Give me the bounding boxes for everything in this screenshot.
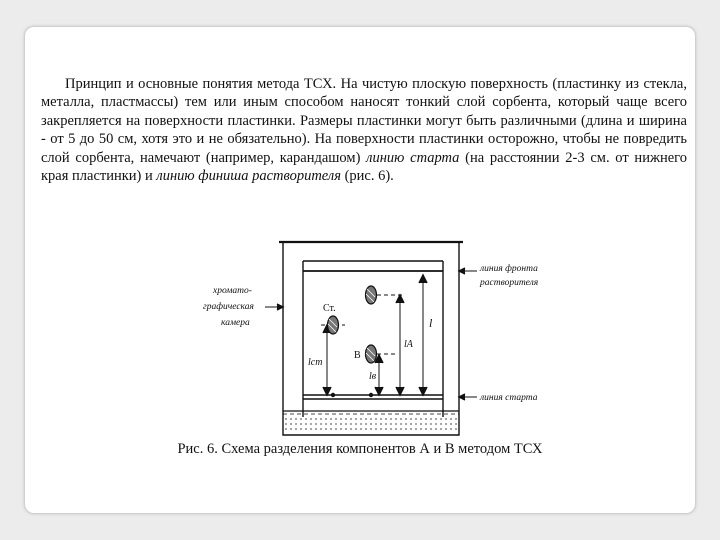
dim-lb-label: lв <box>369 371 377 382</box>
front-line-label-2: растворителя <box>480 278 539 288</box>
slide <box>24 26 696 514</box>
spot-b-label: B <box>354 350 361 361</box>
start-dot-standard <box>331 393 335 397</box>
chamber-label-3: камера <box>221 318 250 328</box>
finish-line-term: линию финиша растворителя <box>156 168 341 185</box>
dim-lst-label: lст <box>308 357 323 368</box>
chamber-label-2: графическая <box>203 302 254 312</box>
spot-standard-label: Ст. <box>323 303 336 314</box>
figure-caption: Рис. 6. Схема разделения компонентов А и В методом ТСХ <box>177 441 543 457</box>
start-dot-mixture <box>369 393 373 397</box>
dim-l-label: l <box>429 316 433 330</box>
dim-la-label: lA <box>404 339 413 350</box>
start-line-term: линию старта <box>366 149 460 166</box>
paragraph-text-middle: (на расстоянии 2-3 см. от нижнего края пластинки) и <box>41 149 688 185</box>
start-line-label: линия старта <box>480 393 538 403</box>
chamber-label-1: хромато- <box>213 286 252 296</box>
paragraph-text-end: (рис. 6). <box>344 168 394 185</box>
front-line-label-1: линия фронта <box>480 264 538 274</box>
paragraph-text-start: Принцип и основные понятия метода ТСХ. На чистую плоскую поверхность (пластинку из стекла, металла, пластмассы) тем или иным способом наносят тонкий слой сорбента, который чаще всего закрепляется на поверхности пластинки. Размеры пластинки могут быть различными (длина и ширина - от 5 до 50 см, хотя это и не обязательно). На поверхности пластинки осторожно, чтобы не повредить слой сорбента, намечают (например, карандашом) <box>41 76 687 166</box>
